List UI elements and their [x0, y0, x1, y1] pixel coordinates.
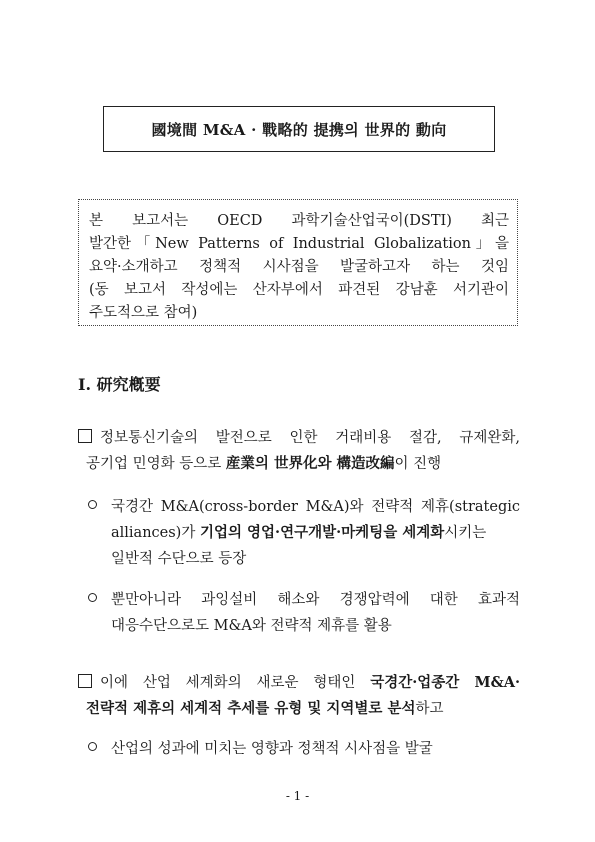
sub2-line2: 대응수단으로도 M&A와 전략적 제휴를 활용	[111, 618, 392, 634]
sub1-line2-text-end: 시키는	[444, 525, 487, 541]
item2-line1-text: 이에 산업 세계화의 새로운 형태인	[100, 675, 371, 691]
sub1-line3: 일반적 수단으로 등장	[111, 551, 247, 567]
circle-bullet-icon	[88, 500, 97, 509]
item2-line2-text-end: 하고	[415, 701, 444, 717]
sub1-line1: 국경간 M&A(cross-border M&A)와 전략적 제휴(strategic	[111, 499, 520, 515]
item2-line2-emphasis: 전략적 제휴의 세계적 추세를 유형 및 지역별로 분석	[86, 700, 416, 717]
summary-line: 주도적으로 참여)	[89, 305, 198, 321]
document-title: 國境間 M&A · 戰略的 提携의 世界的 動向	[103, 106, 495, 152]
sub1-line2-text: alliances)가	[111, 525, 200, 541]
sub-item-2	[88, 587, 520, 639]
item1-line2-text-end: 이 진행	[394, 456, 442, 472]
section-heading: Ⅰ. 研究槪要	[78, 375, 161, 394]
sub-item-3	[88, 736, 520, 762]
item1-line2-emphasis: 産業의 世界化와 構造改編	[225, 455, 395, 472]
sub2-line1: 뿐만아니라 과잉설비 해소와 경쟁압력에 대한 효과적	[111, 592, 520, 608]
checkbox-square-icon	[78, 429, 92, 443]
bullet-item-1	[78, 425, 520, 477]
item2-line1-emphasis: 국경간·업종간 M&A·	[370, 674, 520, 691]
sub-item-1	[88, 494, 520, 572]
sub1-line2-emphasis: 기업의 영업·연구개발·마케팅을 세계화	[199, 524, 445, 541]
bullet-item-2	[78, 670, 520, 722]
summary-box	[78, 199, 518, 326]
circle-bullet-icon	[88, 742, 97, 751]
checkbox-square-icon	[78, 674, 92, 688]
summary-line: 본 보고서는 OECD 과학기술산업국이(DSTI) 최근	[89, 213, 509, 229]
summary-line: 발간한「New Patterns of Industrial Globalization」을	[89, 236, 509, 252]
summary-line: (동 보고서 작성에는 산자부에서 파견된 강남훈 서기관이	[89, 282, 509, 298]
item1-line1: 정보통신기술의 발전으로 인한 거래비용 절감, 규제완화,	[100, 430, 520, 446]
item1-line2-text: 공기업 민영화 등으로	[86, 456, 226, 472]
summary-line: 요약·소개하고 정책적 시사점을 발굴하고자 하는 것임	[89, 259, 509, 275]
sub3-line1: 산업의 성과에 미치는 영향과 정책적 시사점을 발굴	[111, 741, 433, 757]
circle-bullet-icon	[88, 593, 97, 602]
page-number: - 1 -	[285, 789, 310, 803]
